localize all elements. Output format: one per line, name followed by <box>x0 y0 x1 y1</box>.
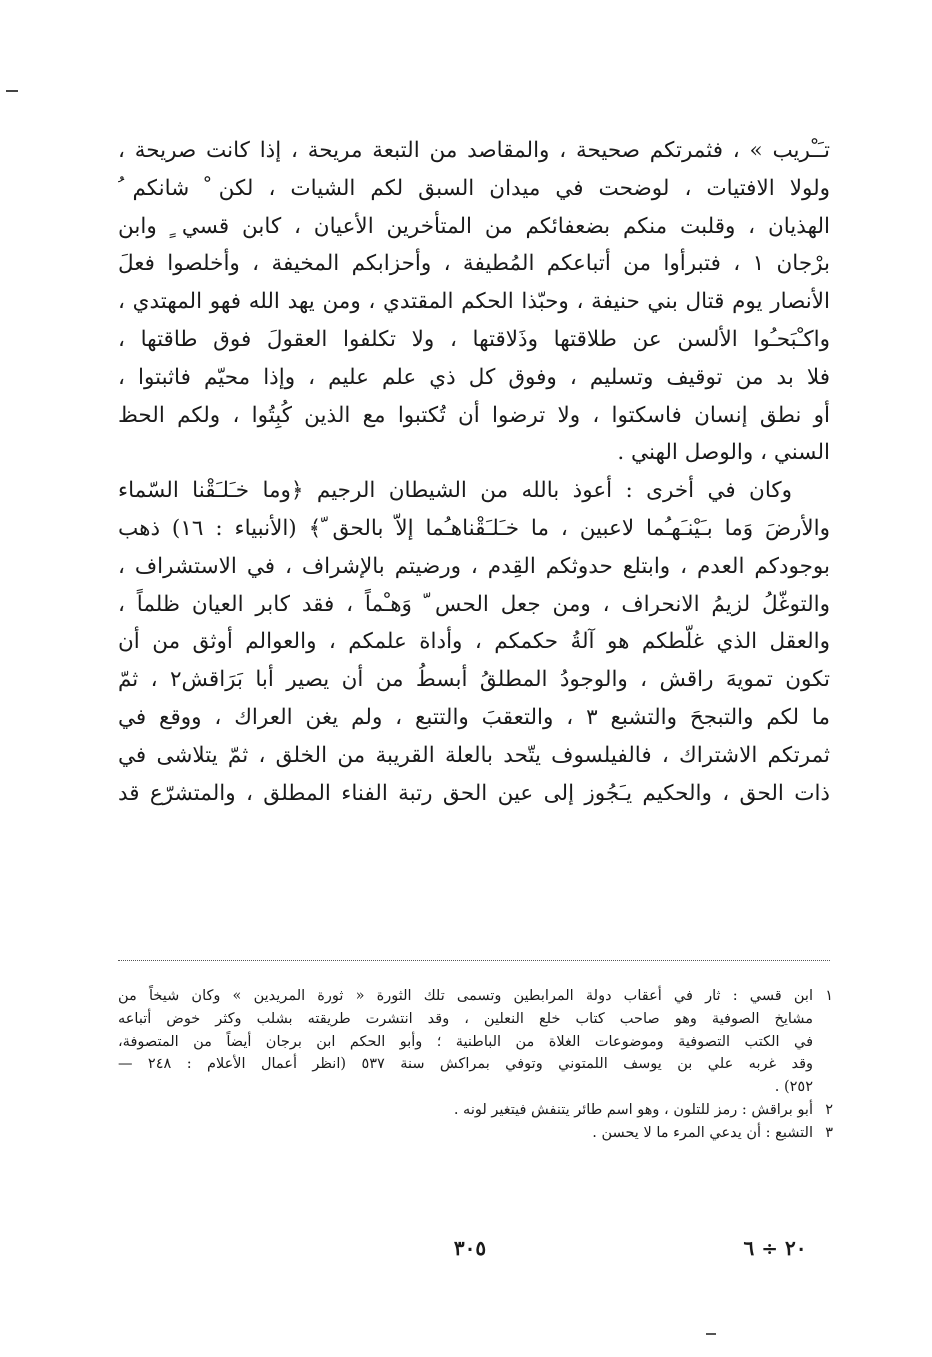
text-line: برْجان ١ ، فتبرأوا من أتباعكم المُطيفة ، وأحزابكم المخيفة ، وأخلصوا فعلَ <box>118 251 830 277</box>
text-line: ذات الحق ، والحكيم يـَجُوز إلى عين الحق رتبة الفناء المطلق ، والمتشرّع قد <box>118 780 830 806</box>
text-line: بوجودكم العدم ، وابتلع حدوثكم القِدم ، ورضيتم بالإشراف ، في الاستشراف ، <box>118 553 830 579</box>
footnotes <box>118 985 833 1145</box>
footnote-line: في الكتب التصوفية وموضوعات الغلاة من الباطنية ؛ وأبو الحكم ابن برجان أيضاً من المتصوفة، <box>118 1033 813 1050</box>
margin-mark <box>6 90 18 92</box>
footnote-number: ٣ <box>825 1124 833 1141</box>
footnote-text <box>118 985 813 1099</box>
text-line: فلا بد من توقيف وتسليم ، وفوق كل ذي علم عليم ، وإذا محيّم فاثبتوا ، <box>118 364 830 390</box>
footnote-text <box>118 1122 813 1145</box>
text-line: تكون تمويهَ راقش ، والوجودُ المطلقُ أبسطُ من أن يصير أبا بَرَاقش٢ ، ثمّ <box>118 667 830 693</box>
text-line: والأرضَ وَما بـَيْنـَهـُما لاعبين ، ما خـَلـَقْناهـُما إلاّ بالحق ّ﴾ (الأنبياء : ١٦) ذهب <box>118 515 830 541</box>
footnote-line: وقد غربه علي بن يوسف اللمتوني وتوفي بمراكش سنة ٥٣٧ (انظر أعمال الأعلام : ٢٤٨ — <box>118 1056 813 1073</box>
text-line: ثمرتكم الاشتراك ، فالفيلسوف يتّحد بالعلة القريبة من الخلق ، ثمّ يتلاشى في <box>118 742 830 768</box>
text-line: وكان في أخرى : أعوذ بالله من الشيطان الرجيم ﴿وما خـَلـَقْنا السّماء <box>118 478 792 504</box>
text-line: والتوغّلُ لزيمُ الانحراف ، ومن جعل الحس ّ وَهـْماً ، فقد كابر العيان ظلماً ، <box>118 591 830 617</box>
footnote-line: ابن قسي : ثار في أعقاب دولة المرابطين وتسمى تلك الثورة « ثورة المريدين » وكان شيخاً من <box>118 988 813 1004</box>
printer-signature: ٢٠ ÷ ٦ <box>743 1236 807 1260</box>
text-line: ما لكم والتبجحَ والتشبع ٣ ، والتعقبَ والتتبع ، ولم يغن العراك ، ووقع في <box>118 704 830 730</box>
text-line: تـَـْريب » ، فثمرتكم صحيحة ، والمقاصد من التبعة مريحة ، إذا كانت صريحة ، <box>118 138 830 163</box>
text-line: الأنصار يوم قتال بني حنيفة ، وحبّذا الحكم المقتدي ، ومن يهد الله فهو المهتدي ، <box>118 289 830 315</box>
footnote-1 <box>118 985 833 1099</box>
footnote-line: ٢٥٢) . <box>774 1079 813 1096</box>
footnote-line: مشايخ الصوفية وهو صاحب كتاب خلع النعلين ، وقد انتشرت طريقته بشلب وكثر خوض أتباعه <box>118 1010 813 1027</box>
text-line: ولولا الافتيات ، لوضحت في ميدان السبق لكم الشيات ، لكن ْ شانكم ُ <box>118 175 830 201</box>
text-line: أو نطق إنسان فاسكتوا ، ولا ترضوا أن تُكتبوا مع الذين كُبِتُوا ، ولكم الحظ <box>118 402 830 428</box>
text-line: واكـْبَحـُوا الألسن عن طلاقتها وذَلاقتها ، ولا تكلفوا العقولَ فوق طاقتها ، <box>118 326 830 352</box>
footnote-line: التشبع : أن يدعي المرء ما لا يحسن . <box>592 1124 813 1141</box>
footnote-line: أبو براقش : رمز للتلون ، وهو اسم طائر يتنفش فيتغير لونه . <box>453 1101 813 1118</box>
footnote-number: ١ <box>825 988 833 1004</box>
footnote-text <box>118 1099 813 1122</box>
main-text <box>118 132 830 812</box>
text-line: الهذيان ، وقلبت منكم بضعفائكم من المتأخرين الأعيان ، كابن قسي ٍ وابن <box>118 213 830 239</box>
footnote-2 <box>118 1099 833 1122</box>
page-number: ٣٠٥ <box>453 1236 487 1260</box>
text-line: السني ، والوصل الهني . <box>617 440 830 466</box>
text-line: والعقل الذي غلّطكم هو آلةُ حكمكم ، وأداة علمكم ، والعوالم أوثق من أن <box>118 629 830 655</box>
footnote-3 <box>118 1122 833 1145</box>
footnote-separator <box>118 960 830 961</box>
footnote-number: ٢ <box>825 1101 833 1118</box>
bottom-mark <box>706 1333 716 1335</box>
